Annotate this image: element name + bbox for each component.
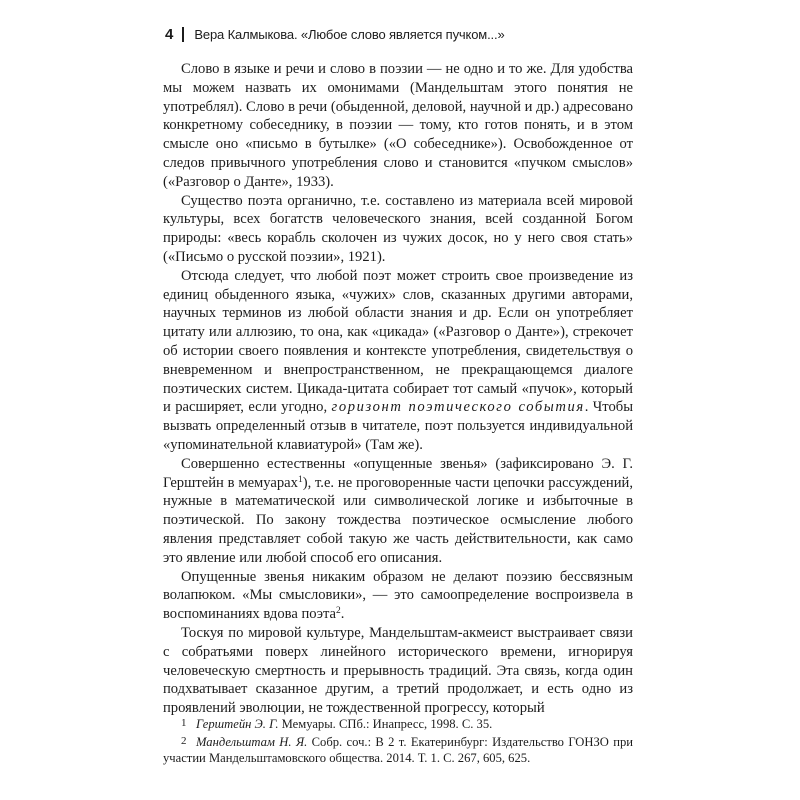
footnote-1-author: Герштейн Э. Г. [196,717,279,731]
header-divider [182,27,184,42]
paragraph-2: Существо поэта органично, т.е. составлено из материала всей мировой культуры, всех богатств человеческого знания, всей созданной Богом природы: «весь корабль сколочен из чужих досок, но у него своя стать» («Письмо о русской поэзии», 1921). [163,192,633,265]
footnote-2-text: Собр. соч.: В 2 т. Екатеринбург: Издательство ГОНЗО при участии Мандельштамовского общества. 2014. Т. 1. С. 267, 605, 625. [163,734,633,765]
paragraph-5 [163,568,633,624]
paragraph-4-text-a: Совершенно естественны «опущенные звенья» (зафиксировано Э. Г. Герштейн в мемуарах [163,455,633,491]
running-head [165,26,505,42]
paragraph-3-text-b: . Чтобы вызвать определенный отзыв в читателе, поэт пользуется индивидуальной «упоминательной клавиатурой» (Там же). [163,399,634,453]
page-number: 4 [165,25,174,43]
body-text [163,60,633,718]
footnote-ref-1: 1 [297,474,303,485]
footnote-2-number: 2 [181,734,187,747]
footnote-2 [163,733,633,767]
footnote-1-text: Мемуары. СПб.: Инапресс, 1998. С. 35. [278,717,493,731]
footnote-ref-2: 2 [336,606,341,617]
running-head-title: Вера Калмыкова. «Любое слово является пучком...» [194,26,505,42]
paragraph-3-text-a: Отсюда следует, что любой поэт может строить свое произведение из единиц обыденного языка, «чужих» слов, сказанных другими авторами, научных терминов из любой области знания и др. Если он употребляет цитату или аллюзию, то она, как «цикада» («Разговор о Данте»), стрекочет об истории своего появления и контексте употребления, свидетельствуя о вневременном и внепространственном, не прекращающемся диалоге поэтических систем. Цикада-цитата собирает тот самый «пучок», который и расширяет, если угодно, [163,267,633,416]
footnote-1 [163,715,633,733]
footnote-2-author: Мандельштам Н. Я. [196,734,308,749]
paragraph-6: Тоскуя по мировой культуре, Мандельштам-акмеист выстраивает связи с собратьями поверх линейного исторического времени, игнорируя человеческую смертность и прерывность традиций. Эта связь, когда один подхватывает сказанное другим, а третий продолжает, и есть одно из проявлений эволюции, не тождественной прогрессу, который [163,624,633,717]
paragraph-5-text-b: . [340,606,345,623]
footnote-1-number: 1 [181,717,187,729]
paragraph-4-text-b: ), т.е. не проговоренные части цепочки рассуждений, нужные в математической или символической логике и избыточные в поэтической. По закону тождества поэтическое осмысление любого явления представляет собой такую же часть действительности, как само это явление или любой способ его описания. [163,474,633,566]
footnotes [163,715,633,767]
paragraph-5-text-a: Опущенные звенья никаким образом не делают поэзию бессвязным волапюком. «Мы смысловики», — это самоопределение воспроизвела в воспоминаниях вдова поэта [163,568,633,623]
paragraph-3 [163,267,633,455]
paragraph-1: Слово в языке и речи и слово в поэзии — не одно и то же. Для удобства мы можем назвать их омонимами (Мандельштам этого понятия не употреблял). Слово в речи (обыденной, деловой, научной и др.) адресовано конкретному собеседнику, в поэзии — тому, кто готов понять, и в этом смысле оно «письмо в бутылке» («О собеседнике»). Освобожденное от следов привычного употребления слово и становится «пучком смыслов» («Разговор о Данте», 1933). [163,61,634,190]
paragraph-3-emphasis: горизонт поэтического события [331,399,585,416]
paragraph-4 [163,455,633,568]
